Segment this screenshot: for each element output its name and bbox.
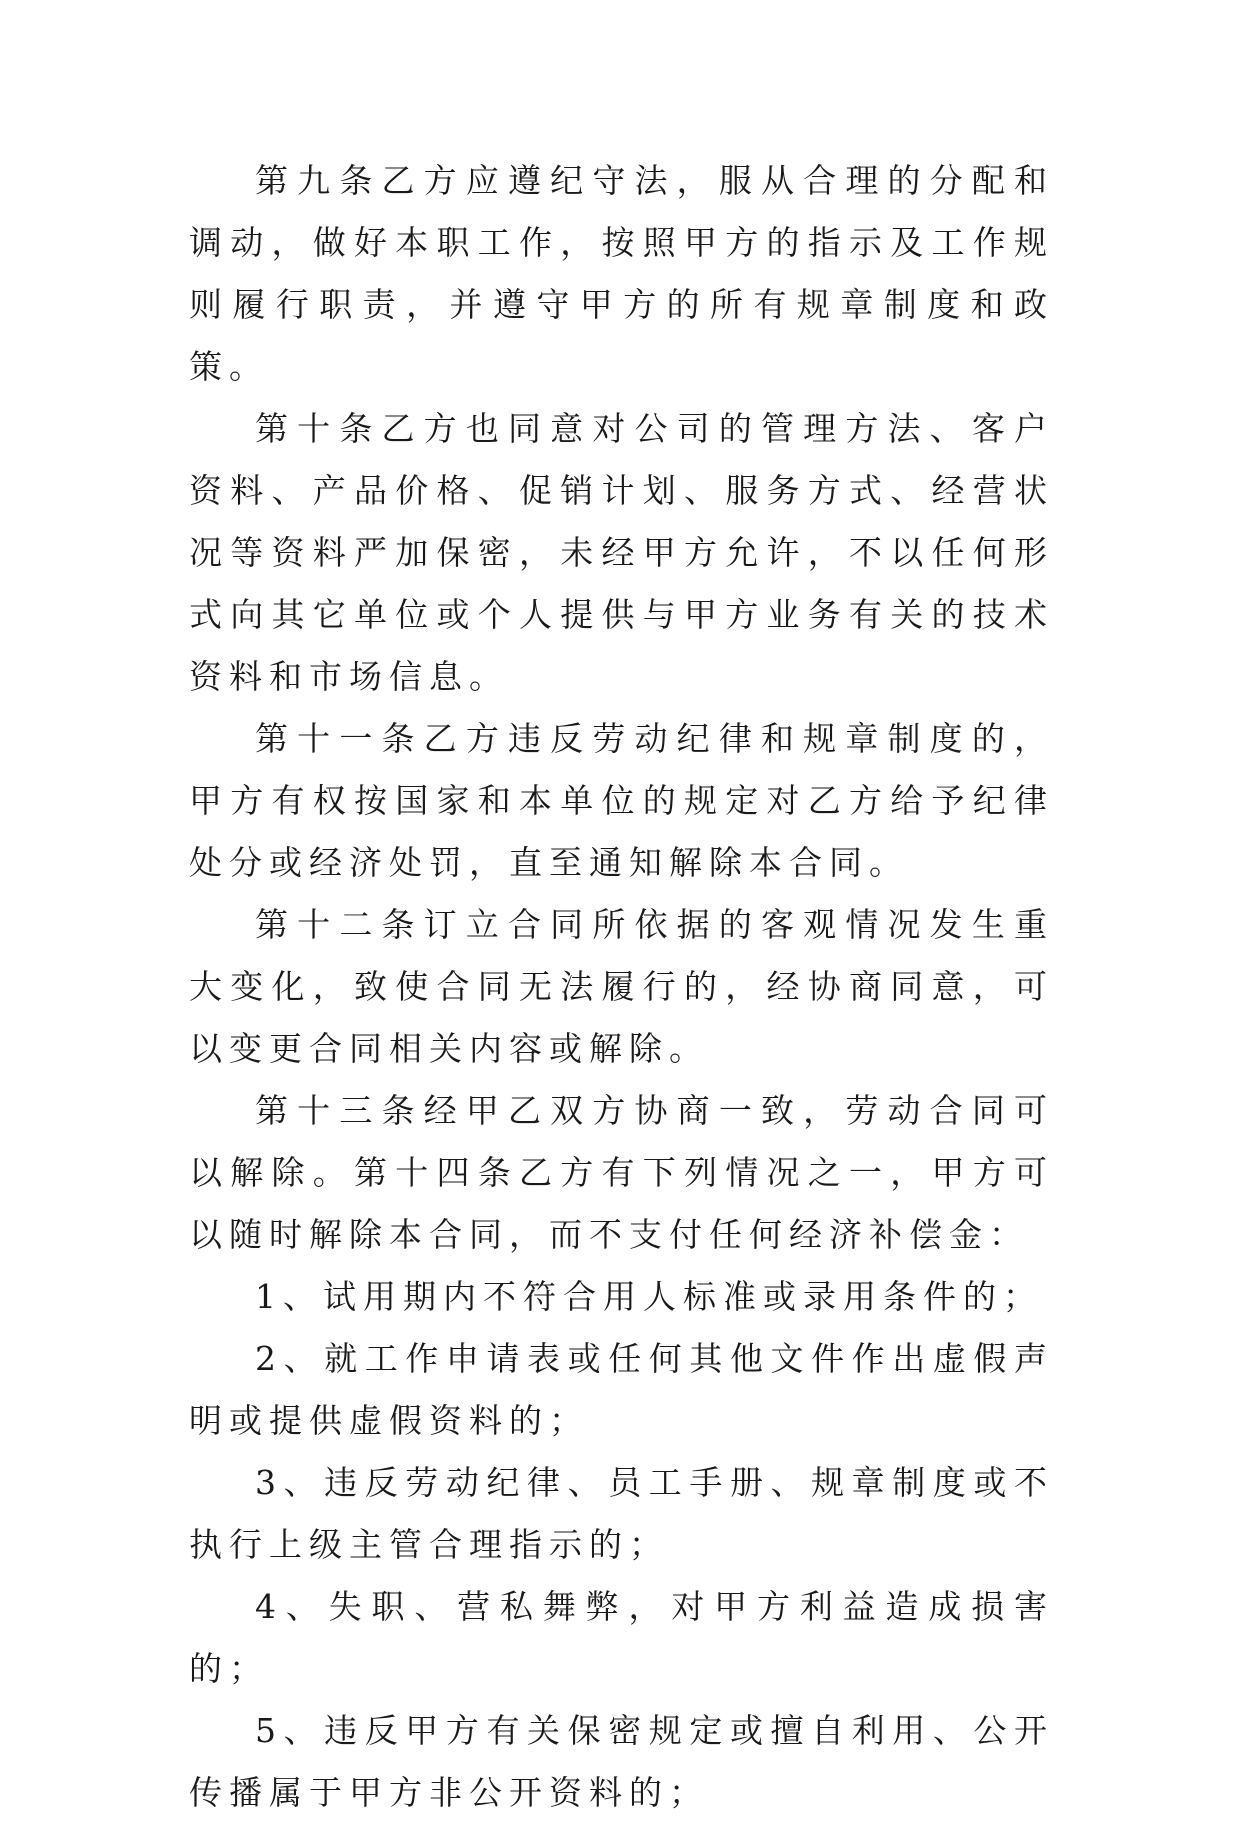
list-item-1: 1、试用期内不符合用人标准或录用条件的； xyxy=(255,1277,1043,1316)
list-item-2: 2、就工作申请表或任何其他文件作出虚假声明或提供虚假资料的； xyxy=(189,1339,1054,1440)
clause-9-paragraph: 第九条乙方应遵纪守法，服从合理的分配和调动，做好本职工作，按照甲方的指示及工作规则履行职责，并遵守甲方的所有规章制度和政策。 xyxy=(189,161,1054,386)
list-item-3: 3、违反劳动纪律、员工手册、规章制度或不执行上级主管合理指示的； xyxy=(189,1463,1054,1564)
document-body xyxy=(189,150,1054,1824)
clause-12-paragraph: 第十二条订立合同所依据的客观情况发生重大变化，致使合同无法履行的，经协商同意，可以变更合同相关内容或解除。 xyxy=(189,905,1054,1068)
list-item-5: 5、违反甲方有关保密规定或擅自利用、公开传播属于甲方非公开资料的； xyxy=(189,1711,1054,1812)
clause-13-14-paragraph: 第十三条经甲乙双方协商一致，劳动合同可以解除。第十四条乙方有下列情况之一，甲方可以随时解除本合同，而不支付任何经济补偿金： xyxy=(189,1091,1054,1254)
clause-11-paragraph: 第十一条乙方违反劳动纪律和规章制度的，甲方有权按国家和本单位的规定对乙方给予纪律处分或经济处罚，直至通知解除本合同。 xyxy=(189,719,1054,882)
clause-10-paragraph: 第十条乙方也同意对公司的管理方法、客户资料、产品价格、促销计划、服务方式、经营状况等资料严加保密，未经甲方允许，不以任何形式向其它单位或个人提供与甲方业务有关的技术资料和市场信息。 xyxy=(189,409,1054,696)
list-item-4: 4、失职、营私舞弊，对甲方利益造成损害的； xyxy=(189,1587,1054,1688)
